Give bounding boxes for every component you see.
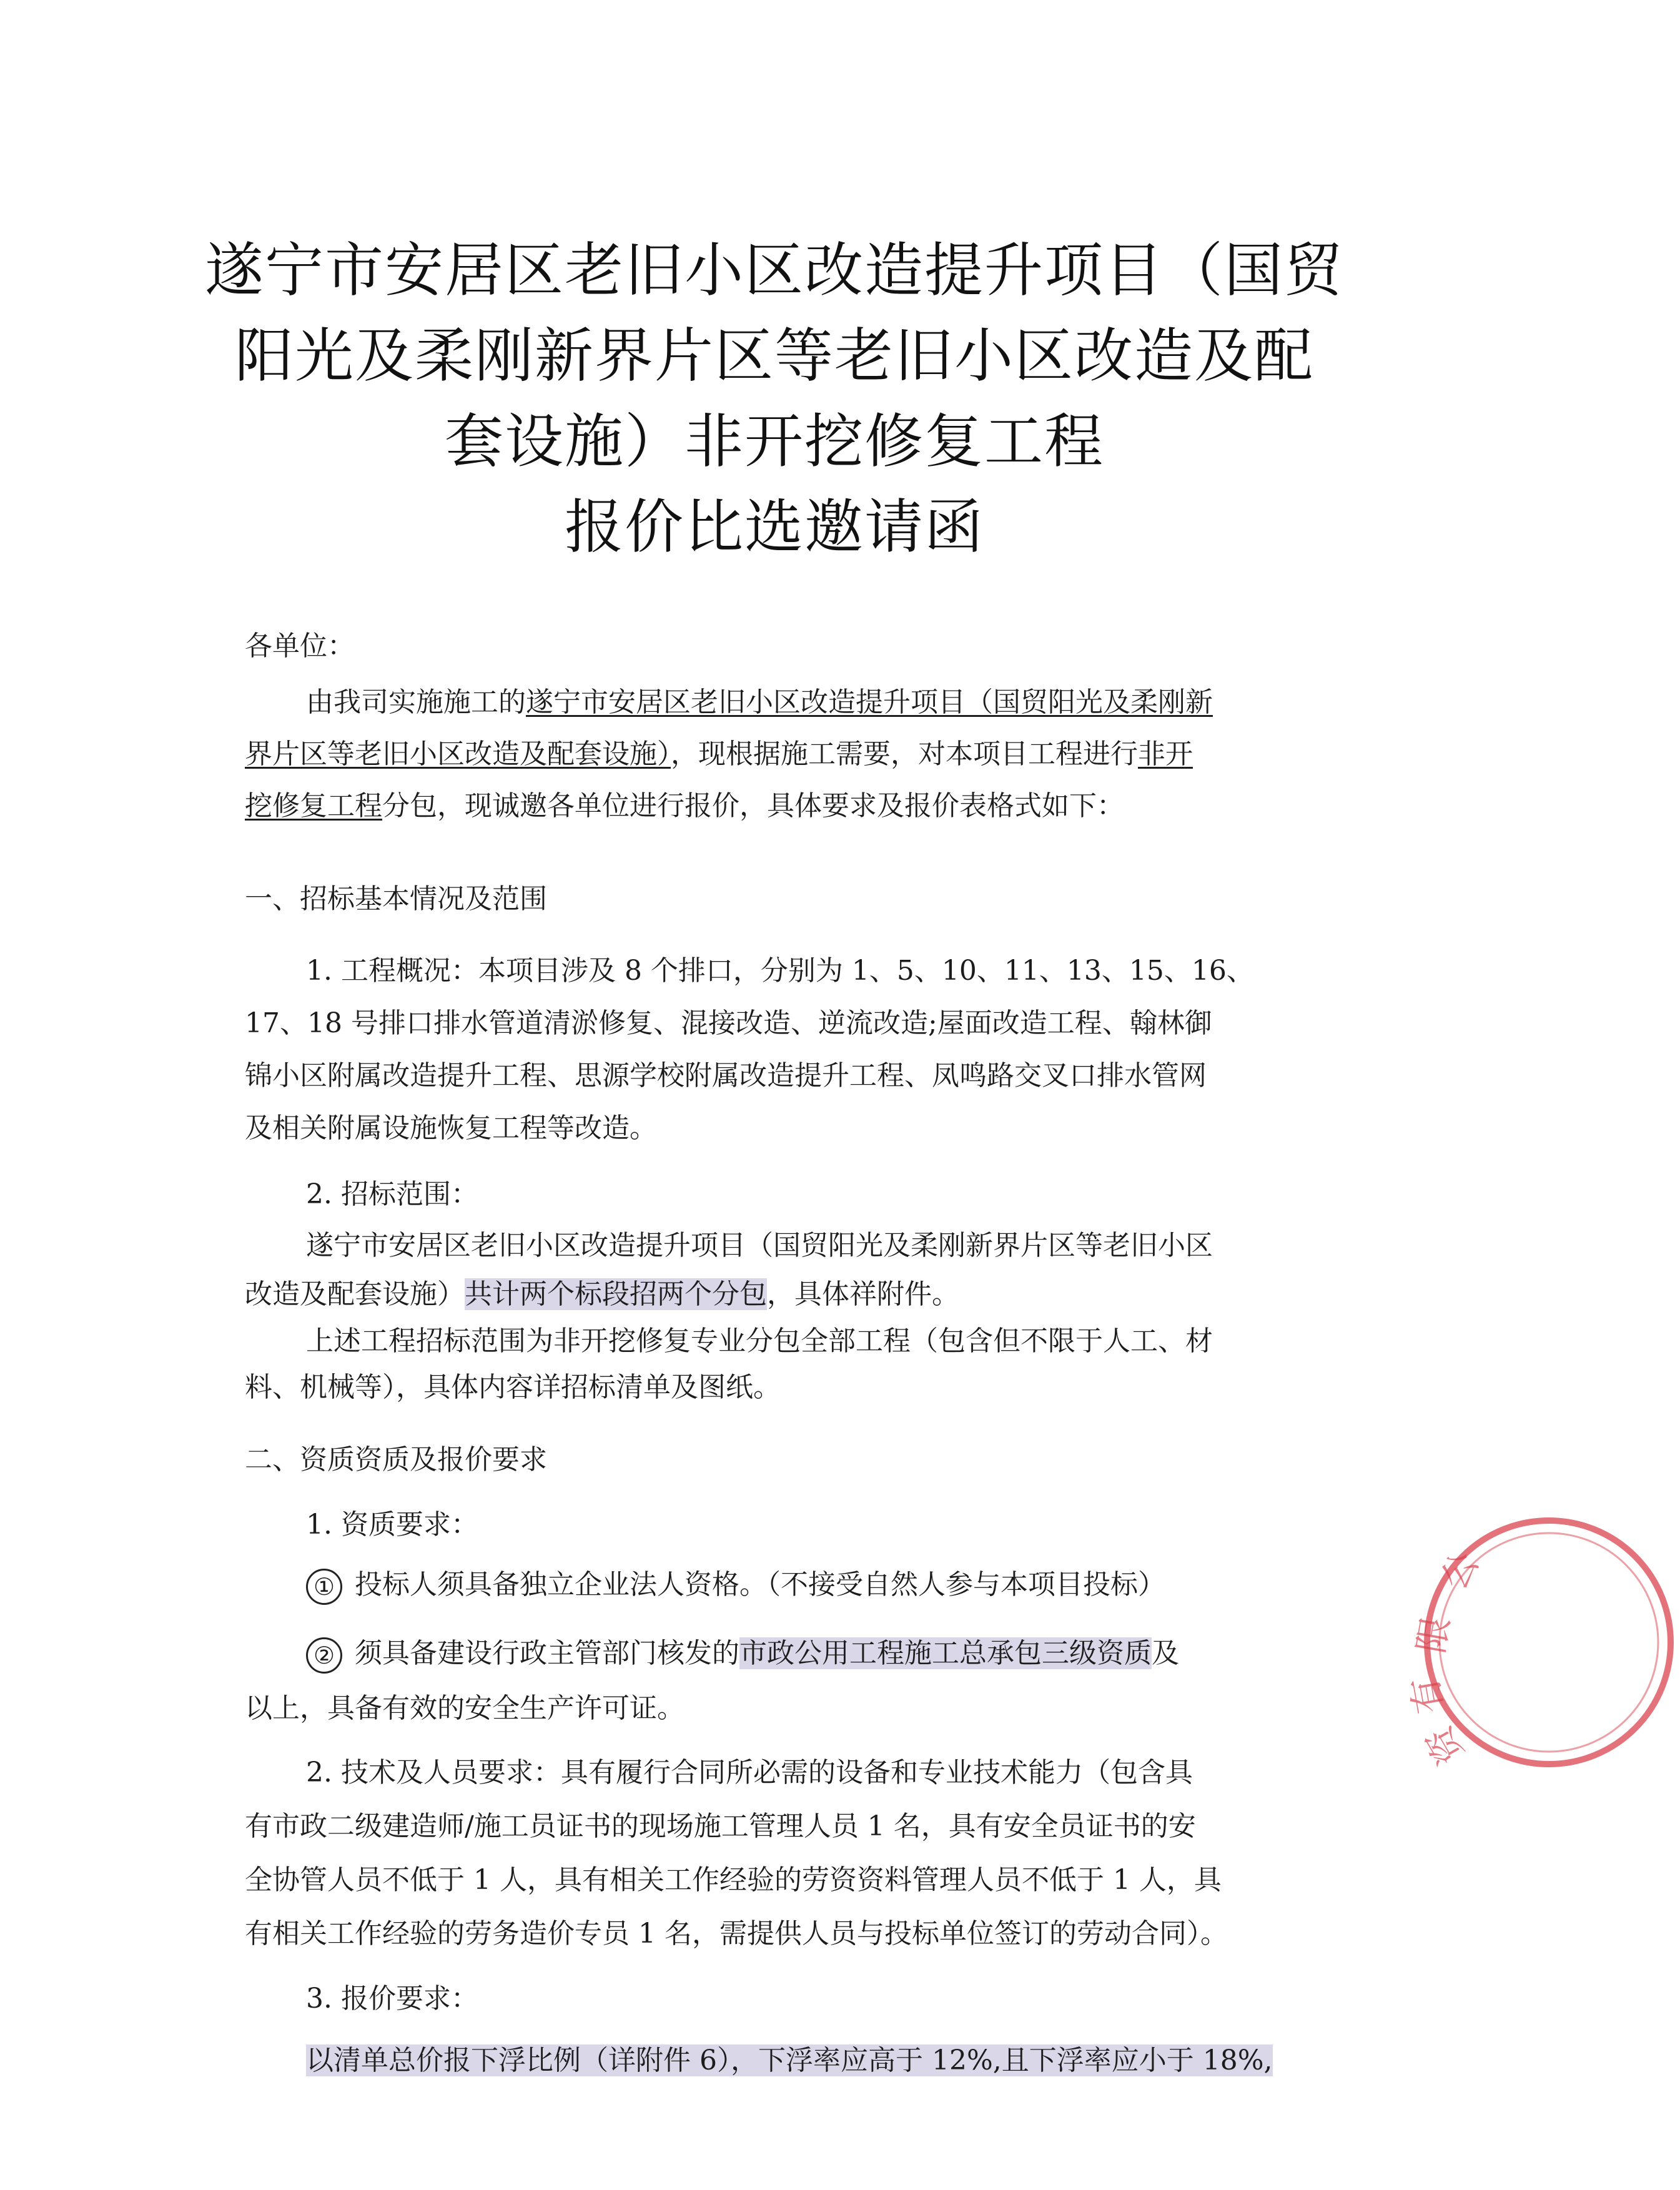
seal-char: 有 xyxy=(1403,1674,1451,1717)
paragraph-line: 及相关附属设施恢复工程等改造。 xyxy=(245,1112,657,1144)
intro-line-3 xyxy=(245,780,1124,832)
paragraph-line: 有相关工作经验的劳务造价专员 1 名，需提供人员与投标单位签订的劳动合同）。 xyxy=(245,1918,1228,1950)
item-label: 1. 资质要求： xyxy=(306,1509,478,1541)
paragraph-line xyxy=(306,1627,1179,1679)
title-line: 阳光及柔刚新界片区等老旧小区改造及配 xyxy=(234,322,1314,390)
highlighted-text: 以清单总价报下浮比例（详附件 6），下浮率应高于 12%,且下浮率应小于 18%, xyxy=(306,2044,1273,2076)
seal-char: 公 xyxy=(1432,1544,1488,1597)
item-label: 2. 招标范围： xyxy=(306,1178,478,1210)
paragraph-line: 17、18 号排口排水管道清淤修复、混接改造、逆流改造;屋面改造工程、翰林御 xyxy=(245,1007,1212,1039)
section-heading: 二、资质资质及报价要求 xyxy=(245,1444,547,1476)
work-name-underlined: 非开 xyxy=(1138,738,1193,770)
title-line: 报价比选邀请函 xyxy=(564,493,984,561)
intro-text: 由我司实施施工的 xyxy=(306,686,526,718)
paragraph-line: 遂宁市安居区老旧小区改造提升项目（国贸阳光及柔刚新界片区等老旧小区 xyxy=(306,1230,1213,1261)
paragraph-line xyxy=(306,2035,1273,2086)
paragraph-line: 锦小区附属改造提升工程、思源学校附属改造提升工程、凤鸣路交叉口排水管网 xyxy=(245,1060,1207,1092)
paragraph-line: 以上，具备有效的安全生产许可证。 xyxy=(245,1692,684,1724)
paragraph-line: 2. 技术及人员要求：具有履行合同所必需的设备和专业技术能力（包含具 xyxy=(306,1757,1193,1788)
circled-number: ① xyxy=(306,1569,342,1605)
paragraph-line: 全协管人员不低于 1 人，具有相关工作经验的劳资资料管理人员不低于 1 人，具 xyxy=(245,1864,1222,1896)
section-heading: 一、招标基本情况及范围 xyxy=(245,883,547,915)
intro-text: 分包，现诚邀各单位进行报价，具体要求及报价表格式如下： xyxy=(382,790,1124,822)
intro-text: ，现根据施工需要，对本项目工程进行 xyxy=(671,738,1138,770)
highlighted-text: 市政公用工程施工总承包三级资质 xyxy=(739,1637,1152,1669)
item-label: 3. 报价要求： xyxy=(306,1983,478,2015)
paragraph-line xyxy=(245,1268,959,1320)
work-name-underlined: 挖修复工程 xyxy=(245,790,382,822)
title-line: 套设施）非开挖修复工程 xyxy=(444,408,1104,476)
text: 改造及配套设施） xyxy=(245,1278,465,1310)
paragraph-line: 有市政二级建造师/施工员证书的现场施工管理人员 1 名，具有安全员证书的安 xyxy=(245,1810,1196,1842)
text: 及 xyxy=(1152,1637,1179,1669)
paragraph-line xyxy=(306,1559,1165,1610)
paragraph-line: 1. 工程概况：本项目涉及 8 个排口，分别为 1、5、10、11、13、15、16、 xyxy=(306,955,1254,987)
project-name-underlined: 界片区等老旧小区改造及配套设施） xyxy=(245,738,671,770)
circled-number: ② xyxy=(306,1637,342,1674)
title-line: 遂宁市安居区老旧小区改造提升项目（国贸 xyxy=(204,237,1344,305)
text: 须具备建设行政主管部门核发的 xyxy=(355,1637,739,1669)
text: ，具体祥附件。 xyxy=(767,1278,959,1310)
intro-line-2 xyxy=(245,728,1193,780)
paragraph-line: 上述工程招标范围为非开挖修复专业分包全部工程（包含但不限于人工、材 xyxy=(306,1325,1213,1357)
paragraph-line: 料、机械等），具体内容详招标清单及图纸。 xyxy=(245,1371,781,1403)
seal-char: 限 xyxy=(1409,1613,1458,1657)
text: 投标人须具备独立企业法人资格。（不接受自然人参与本项目投标） xyxy=(355,1569,1165,1601)
project-name-underlined: 遂宁市安居区老旧小区改造提升项目（国贸阳光及柔刚新 xyxy=(526,686,1213,718)
document-title xyxy=(187,228,1361,570)
seal-char: 资 xyxy=(1417,1719,1473,1772)
company-seal xyxy=(1403,1511,1680,1773)
salutation: 各单位： xyxy=(245,630,355,662)
intro-line-1 xyxy=(306,676,1213,728)
highlighted-text: 共计两个标段招两个分包 xyxy=(465,1278,767,1310)
